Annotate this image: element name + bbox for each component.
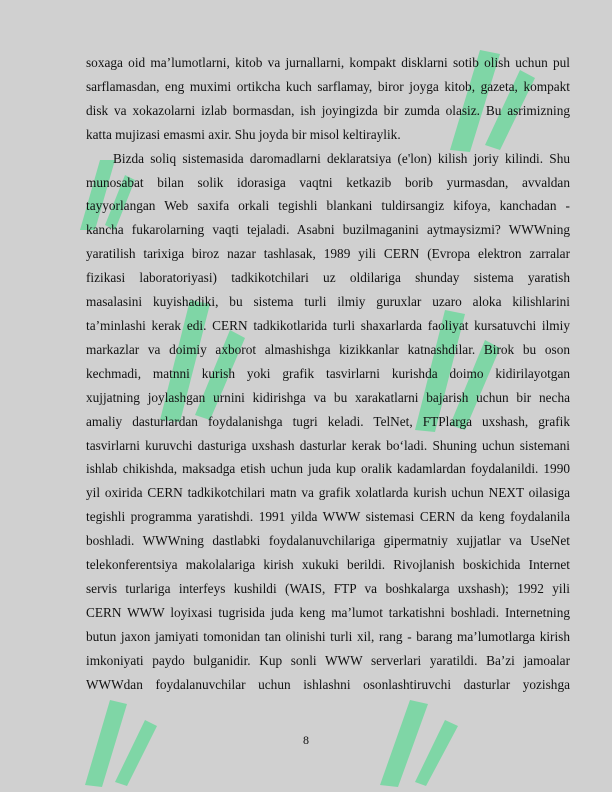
- text-line: boshladi. WWWning dastlabki foydalanuvchilariga gipermatniy xujjatlar va UseNet: [86, 533, 570, 549]
- text-line: tegishli programma yaratishdi. 1991 yilda WWW sistemasi CERN da keng foydalanila: [86, 509, 570, 525]
- text-line: munosabat bilan solik idorasiga vaqtni ketkazib borib yurmasdan, avvaldan: [86, 174, 570, 190]
- text-line: WWWdan foydalanuvchilar uchun ishlashni osonlashtiruvchi dasturlar yozishga: [86, 676, 570, 692]
- text-line: telekonferentsiya makolalariga kirish xukuki berildi. Rivojlanish boskichida Internet: [86, 557, 570, 573]
- text-line: imkoniyati paydo bulganidir. Kup sonli WWW serverlari yaratildi. Ba’zi jamoalar: [86, 652, 570, 668]
- text-line: fizikasi laboratoriyasi) tadkikotchilari uz oldilariga shunday sistema yaratish: [86, 270, 570, 286]
- page-number: 8: [303, 733, 309, 747]
- text-line: masalasini kuyishadiki, bu sistema turli ilmiy guruxlar uzaro aloka kilishlarini: [86, 294, 570, 310]
- text-line: butun jaxon jamiyati tomonidan tan olinishi turli xil, rang - barang ma’lumotlarga kirish: [86, 628, 570, 644]
- paragraph-1: [86, 51, 570, 147]
- text-line: markazlar va doimiy axborot almashishga kizikkanlar katnashdilar. Birok bu oson: [86, 341, 570, 357]
- text-line: CERN WWW loyixasi tugrisida juda keng ma’lumot tarkatishni boshladi. Internetning: [86, 604, 570, 620]
- text-line: Bizda soliq sistemasida daromadlarni deklaratsiya (e'lon) kilish joriy kilindi. Shu: [113, 150, 570, 166]
- text-line: xujjatning joylashgan urnini kidirishga va bu xarakatlarni bajarish uchun bir necha: [86, 389, 570, 405]
- text-line: ishlab chikishda, maksadga etish uchun juda kup oralik kadamlardan foydalanildi. 1990: [86, 461, 570, 477]
- text-line: tasvirlarni kuruvchi dasturiga uxshash dasturlar kerak bo‘ladi. Shuning uchun sistemani: [86, 437, 570, 453]
- body-text: [86, 51, 570, 696]
- text-line: disk va xokazolarni izlab bormasdan, ish joyingizda bir zumda olasiz. Bu asrimizning: [86, 102, 570, 118]
- text-line: tayyorlangan Web saxifa orkali tegishli blankani tuldirsangiz kifoya, kanchadan -: [86, 198, 570, 214]
- text-line: sarflamasdan, eng muximi ortikcha kuch sarflamay, biror joyga kitob, gazeta, kompakt: [86, 78, 570, 94]
- text-line: servis turlariga interfeys kushildi (WAIS, FTP va boshkalarga uxshash); 1992 yili: [86, 580, 570, 596]
- text-line: kechmadi, matnni kurish yoki grafik tasvirlarni kurishda doimo kidirilayotgan: [86, 365, 570, 381]
- text-line: yil oxirida CERN tadkikotchilari matn va grafik xolatlarda kurish uchun NEXT oilasiga: [86, 485, 570, 501]
- paragraph-2: [86, 147, 570, 697]
- text-line: kancha fukarolarning vaqti tejaladi. Asabni buzilmaganini aytmaysizmi? WWWning: [86, 222, 570, 238]
- text-line: katta mujizasi emasmi axir. Shu joyda bir misol keltiraylik.: [86, 126, 401, 142]
- text-line: ta’minlashi kerak edi. CERN tadkikotlarida turli shaxarlarda faoliyat kursatuvchi ilmiy: [86, 317, 570, 333]
- text-line: soxaga oid ma’lumotlarni, kitob va jurnallarni, kompakt disklarni sotib olish uchun pul: [86, 55, 570, 70]
- text-line: yaratilish tarixiga biroz nazar tashlasak, 1989 yili CERN (Evropa elektron zarralar: [86, 246, 570, 262]
- text-line: amaliy dasturlardan foydalanishga tugri keladi. TelNet, FTPlarga uxshash, grafik: [86, 413, 570, 429]
